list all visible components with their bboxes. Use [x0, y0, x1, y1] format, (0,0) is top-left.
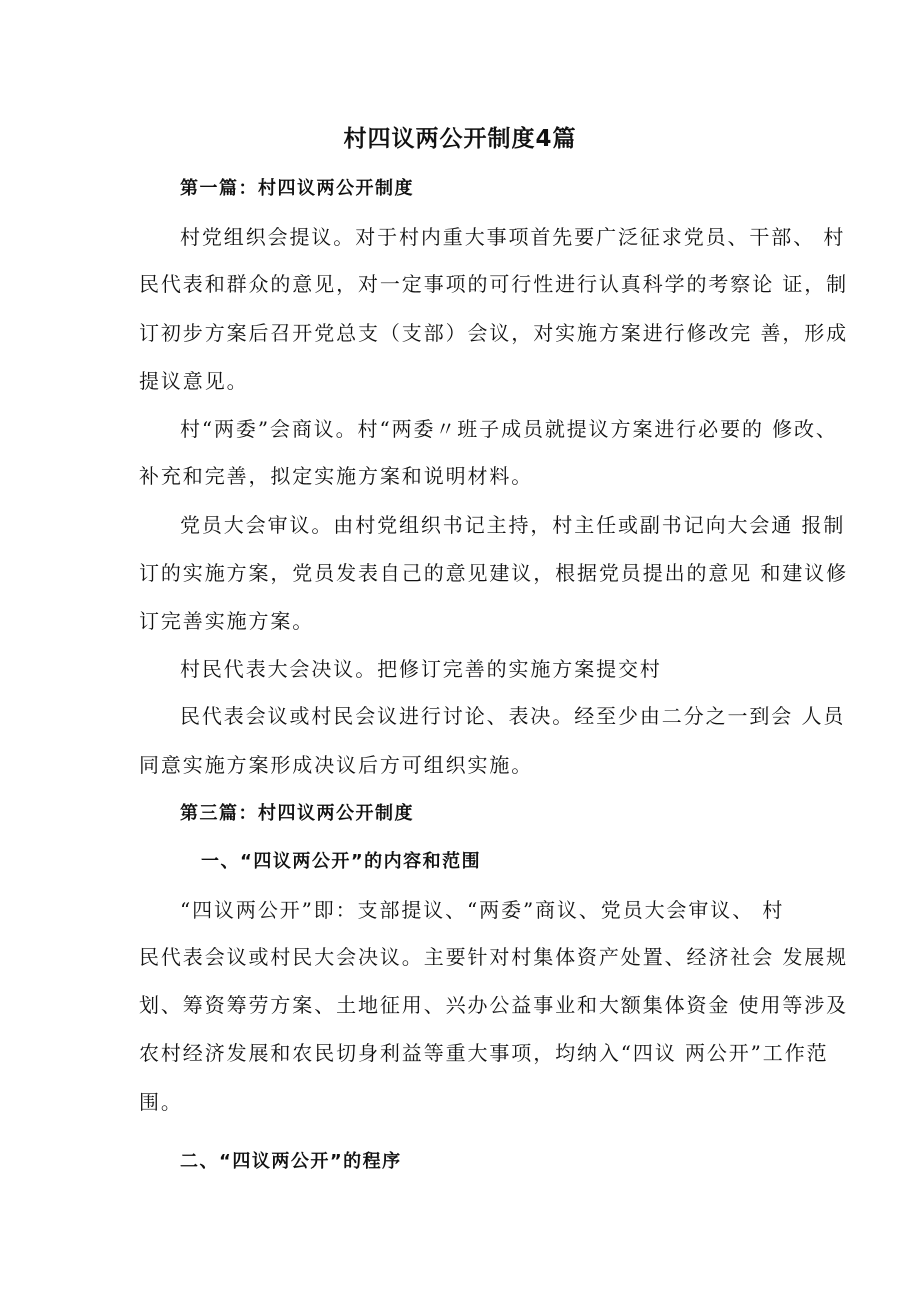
paragraph-line: 村“两委”会商议。村“两委〃班子成员就提议方案进行必要的 修改、: [180, 417, 838, 441]
paragraph-line: 民代表会议或村民会议进行讨论、表决。经至少由二分之一到会 人员: [180, 704, 846, 728]
paragraph-line: 民代表和群众的意见，对一定事项的可行性进行认真科学的考察论 证，制: [139, 272, 849, 296]
paragraph-line: 党员大会审议。由村党组织书记主持，村主任或副书记向大会通 报制: [180, 513, 846, 537]
paragraph-line: 农村经济发展和农民切身利益等重大事项，均纳入“四议 两公开”工作范: [139, 1041, 829, 1065]
paragraph-line: 订初步方案后召开党总支（支部）会议，对实施方案进行修改完 善，形成: [139, 321, 849, 345]
subsection-heading: 二、“四议两公开”的程序: [180, 1151, 402, 1172]
paragraph-line: 村党组织会提议。对于村内重大事项首先要广泛征求党员、干部、 村: [180, 225, 846, 249]
section-heading-1: 第一篇：村四议两公开制度: [180, 178, 414, 199]
paragraph-line: 提议意见。: [139, 369, 249, 393]
section-heading-3: 第三篇：村四议两公开制度: [180, 803, 414, 824]
paragraph-line: 围。: [139, 1090, 183, 1114]
paragraph-line: “四议两公开”即：支部提议、“两委”商议、党员大会审议、 村: [180, 898, 785, 922]
paragraph-line: 订完善实施方案。: [139, 609, 315, 633]
paragraph-line: 划、筹资筹劳方案、土地征用、兴办公益事业和大额集体资金 使用等涉及: [139, 993, 849, 1017]
subsection-heading: 一、“四议两公开”的内容和范围: [201, 851, 482, 872]
paragraph-line: 村民代表大会决议。把修订完善的实施方案提交村: [180, 657, 662, 681]
paragraph-line: 补充和完善，拟定实施方案和说明材料。: [139, 464, 534, 488]
paragraph-line: 同意实施方案形成决议后方可组织实施。: [139, 753, 534, 777]
paragraph-line: 订的实施方案，党员发表自己的意见建议，根据党员提出的意见 和建议修: [139, 561, 849, 585]
document-title: 村四议两公开制度4篇: [343, 126, 577, 152]
paragraph-line: 民代表会议或村民大会决议。主要针对村集体资产处置、经济社会 发展规: [139, 945, 849, 969]
